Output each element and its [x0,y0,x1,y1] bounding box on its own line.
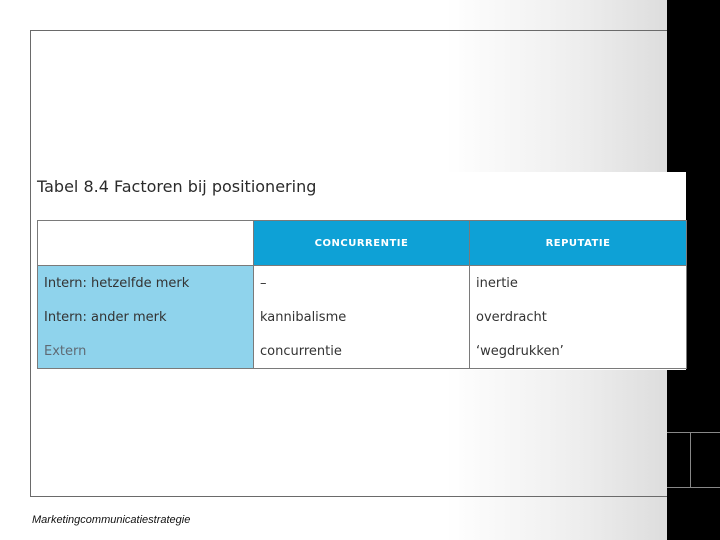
table-cell: concurrentie [254,334,470,369]
row-label-intern-ander-merk: Intern: ander merk [38,300,254,334]
positioning-table [37,220,687,369]
column-header-reputatie: REPUTATIE [470,221,687,266]
row-label-extern: Extern [38,334,254,369]
table-cell: – [254,266,470,301]
table-cell: inertie [470,266,687,301]
table-cell: overdracht [470,300,687,334]
table-title: Tabel 8.4 Factoren bij positionering [37,177,317,196]
row-label-intern-hetzelfde-merk: Intern: hetzelfde merk [38,266,254,301]
table-row [38,300,687,334]
table-header-row [38,221,687,266]
table-cell: ‘wegdrukken’ [470,334,687,369]
table-corner-cell [38,221,254,266]
column-header-concurrentie: CONCURRENTIE [254,221,470,266]
table-row [38,334,687,369]
side-bar-divider [690,432,691,488]
side-bar-divider [667,487,720,488]
table-cell: kannibalisme [254,300,470,334]
slide-footer: Marketingcommunicatiestrategie [32,514,191,526]
side-bar-divider [667,432,720,433]
table-row [38,266,687,301]
